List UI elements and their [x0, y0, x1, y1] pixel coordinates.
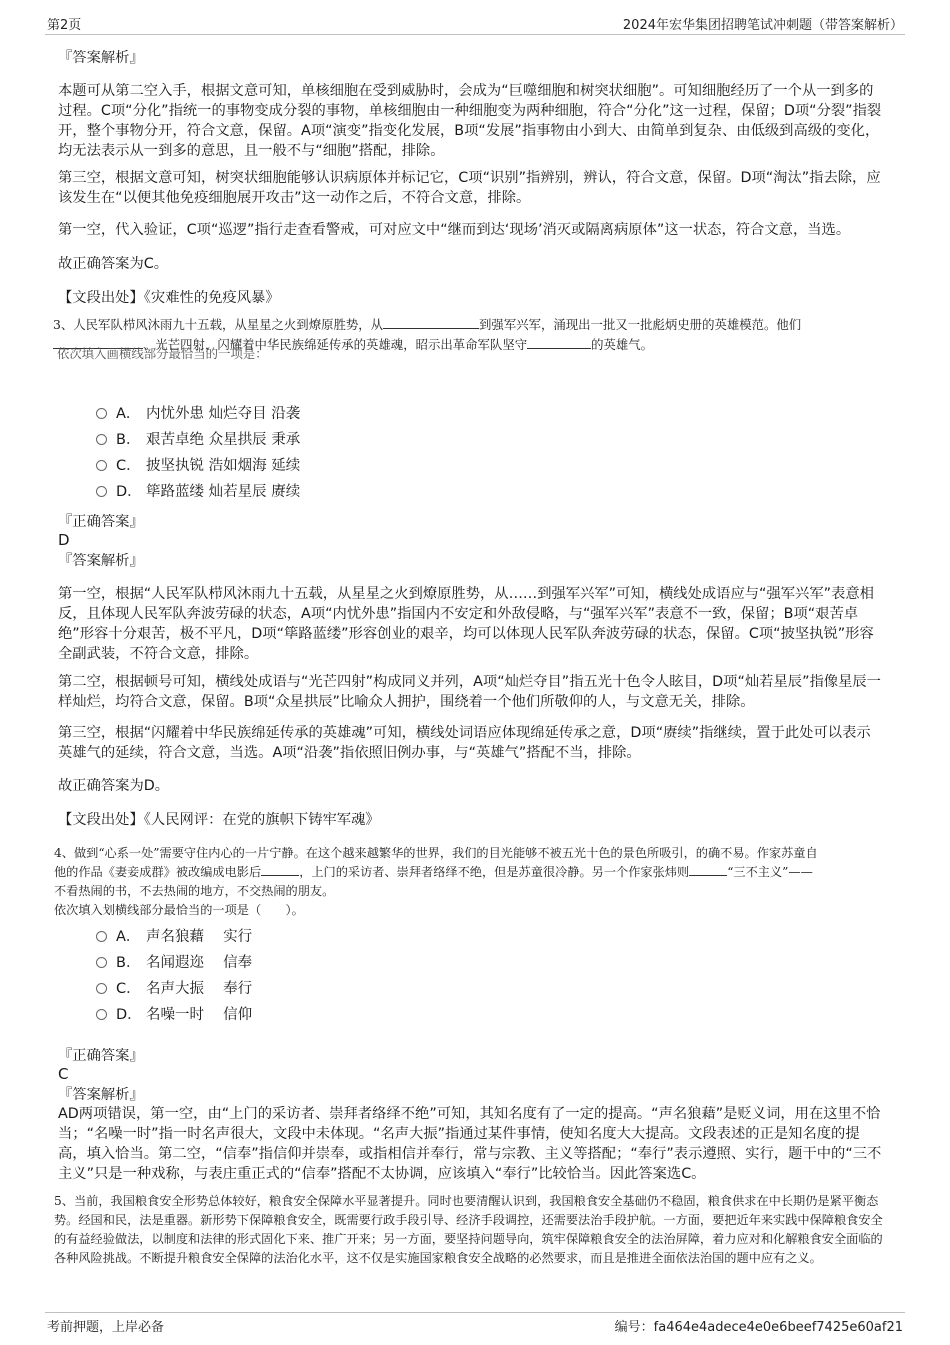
- radio-icon[interactable]: [96, 957, 107, 968]
- answer-blank: [261, 863, 299, 876]
- radio-icon[interactable]: [96, 1009, 107, 1020]
- correct-answer-label: 『正确答案』: [58, 514, 144, 530]
- correct-answer-label: 『正确答案』: [58, 1048, 144, 1064]
- analysis-label: 『答案解析』: [58, 553, 144, 569]
- document-id: 编号：fa464e4adece4e0e6beef7425e60af21: [614, 1320, 903, 1335]
- analysis-label: 『答案解析』: [58, 50, 144, 66]
- question-prompt: 依次填入画横线部分最恰当的一项是：: [57, 346, 268, 361]
- page-footer: [45, 1312, 905, 1333]
- question-stem: 4、做到“心系一处”需要守住内心的一片宁静。在这个越来越繁华的世界，我们的目光能够不被五光十色的景色所吸引，的确不易。作家苏童自 他的作品《妻妾成群》被改编成电影后 ，上门的采访者、崇拜者络绎不绝，但是苏童很冷静。另一个作家张炜则 “三不主义”—— 不看热闹的书，不去热闹的地方，不交热闹的朋友。 依次填入划横线部分最恰当的一项是（ ）。: [54, 846, 818, 917]
- footer-slogan: 考前押题，上岸必备: [47, 1320, 165, 1335]
- answer-blank: [383, 316, 479, 329]
- option-b[interactable]: B． 艰苦卓绝 众星拱辰 秉承: [96, 430, 300, 450]
- answer-conclusion: 故正确答案为D。: [58, 778, 170, 794]
- radio-icon[interactable]: [96, 460, 107, 471]
- radio-icon[interactable]: [96, 931, 107, 942]
- analysis-paragraph: 第一空，代入验证，C项“巡逻”指行走查看警戒，可对应文中“继而到达‘现场’消灭或隔离病原体”这一状态，符合文意，当选。: [58, 222, 851, 238]
- document-title: 2024年宏华集团招聘笔试冲刺题（带答案解析）: [622, 18, 903, 33]
- question-stem: 5、当前，我国粮食安全形势总体较好，粮食安全保障水平显著提升。同时也要清醒认识到，我国粮食安全基础仍不稳固，粮食供求在中长期仍是紧平衡态势。经国和民，法是重器。新形势下保障粮食安全，既需要行政手段引导、经济手段调控，还需要法治手段护航。一方面，要把近年来实践中保障粮食安全的有益经验做法，以制度和法律的形式固化下来、推广开来；另一方面，要坚持问题导向，筑牢保障粮食安全的法治屏障，着力应对和化解粮食安全面临的各种风险挑战。不断提升粮食安全保障的法治化水平，这不仅是实施国家粮食安全战略的必然要求，而且是推进全面依法治国的题中应有之义。: [54, 1194, 883, 1265]
- analysis-paragraph: 第三空，根据“闪耀着中华民族绵延传承的英雄魂”可知，横线处词语应体现绵延传承之意，D项“赓续”指继续，置于此处可以表示英雄气的延续，符合文意，当选。A项“沿袭”指依照旧例办事，与“英雄气”搭配不当，排除。: [58, 725, 871, 761]
- page-number: 第2页: [47, 18, 82, 33]
- option-b[interactable]: B． 名闻遐迩 信奉: [96, 953, 252, 973]
- analysis-label: 『答案解析』: [58, 1087, 144, 1103]
- analysis-paragraph: 第二空，根据顿号可知，横线处成语与“光芒四射”构成同义并列，A项“灿烂夺目”指五光十色令人眩目，D项“灿若星辰”指像星辰一样灿烂，均符合文意，保留。B项“众星拱辰”比喻众人拥护，围绕着一个他们所敬仰的人，与文意无关，排除。: [58, 674, 881, 710]
- answer-conclusion: 故正确答案为C。: [58, 256, 169, 272]
- option-c[interactable]: C． 名声大振 奉行: [96, 979, 252, 999]
- option-a[interactable]: A． 声名狼藉 实行: [96, 927, 252, 947]
- correct-answer: C: [58, 1065, 69, 1083]
- analysis-paragraph: AD两项错误，第一空，由“上门的采访者、崇拜者络绎不绝”可知，其知名度有了一定的提高。“声名狼藉”是贬义词，用在这里不恰当；“名噪一时”指一时名声很大，文段中未体现。“名声大振”指通过某件事情，使知名度大大提高。文段表述的正是知名度的提高，填入恰当。第二空，“信奉”指信仰并崇奉，或指相信并奉行，常与宗教、主义等搭配；“奉行”表示遵照、实行，题干中的“三不主义”只是一种戏称，与表庄重正式的“信奉”搭配不太协调，应该填入“奉行”比较恰当。因此答案选C。: [58, 1106, 882, 1182]
- radio-icon[interactable]: [96, 486, 107, 497]
- radio-icon[interactable]: [96, 434, 107, 445]
- option-d[interactable]: D． 筚路蓝缕 灿若星辰 赓续: [96, 482, 300, 502]
- passage-source: 【文段出处】《人民网评：在党的旗帜下铸牢军魂》: [58, 812, 380, 828]
- answer-blank: [689, 863, 727, 876]
- page-header: [45, 12, 905, 35]
- analysis-paragraph: 第一空，根据“人民军队栉风沐雨九十五载，从星星之火到燎原胜势，从……到强军兴军”可知，横线处成语应与“强军兴军”表意相反，且体现人民军队奔波劳碌的状态，A项“内忧外患”指国内不安定和外敌侵略，与“强军兴军”表意不一致，保留；B项“艰苦卓绝”形容十分艰苦，极不平凡，D项“筚路蓝缕”形容创业的艰辛，均可以体现人民军队奔波劳碌的状态，保留。C项“披坚执锐”形容全副武装，不符合文意，排除。: [58, 586, 874, 662]
- option-d[interactable]: D． 名噪一时 信仰: [96, 1005, 252, 1025]
- analysis-paragraph: 本题可从第二空入手，根据文意可知，单核细胞在受到威胁时，会成为“巨噬细胞和树突状细胞”。可知细胞经历了一个从一到多的过程。C项“分化”指统一的事物变成分裂的事物，单核细胞由一种细胞变为两种细胞，符合“分化”这一过程，保留；D项“分裂”指裂开，整个事物分开，符合文意，保留。A项“演变”指变化发展，B项“发展”指事物由小到大、由简单到复杂、由低级到高级的变化，均无法表示从一到多的意思，且一般不与“细胞”搭配，排除。: [58, 83, 882, 159]
- option-a[interactable]: A． 内忧外患 灿烂夺目 沿袭: [96, 404, 300, 424]
- analysis-paragraph: 第三空，根据文意可知，树突状细胞能够认识病原体并标记它，C项“识别”指辨别，辨认，符合文意，保留。D项“淘汰”指去除，应该发生在“以便其他免疫细胞展开攻击”这一动作之后，不符合文意，排除。: [58, 170, 881, 206]
- passage-source: 【文段出处】《灾难性的免疫风暴》: [58, 290, 280, 306]
- option-c[interactable]: C． 披坚执锐 浩如烟海 延续: [96, 456, 300, 476]
- correct-answer: D: [58, 531, 70, 549]
- radio-icon[interactable]: [96, 983, 107, 994]
- question-stem: 3、人民军队栉风沐雨九十五载，从星星之火到燎原胜势，从 到强军兴军，涌现出一批又一批彪炳史册的英雄模范。他们 、光芒四射，闪耀着中华民族绵延传承的英雄魂，昭示出革命军队坚守 的英雄气。: [53, 317, 802, 352]
- radio-icon[interactable]: [96, 408, 107, 419]
